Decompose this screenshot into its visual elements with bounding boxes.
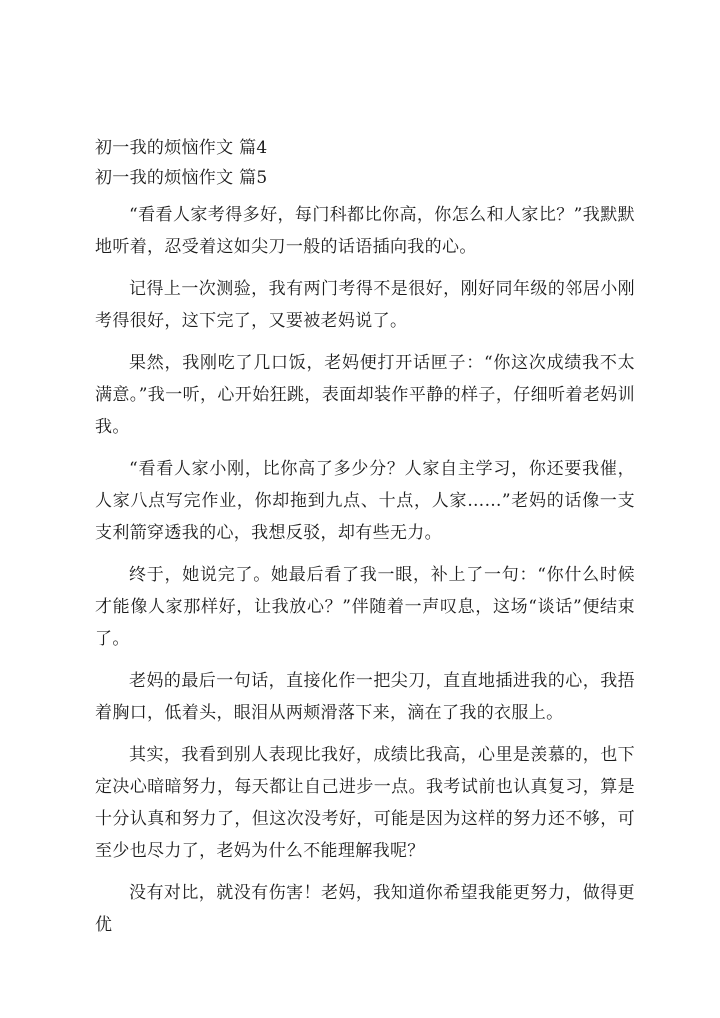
- paragraph-1: “看看人家考得多好，每门科都比你高，你怎么和人家比？”我默默地听着，忍受着这如尖刀一般的话语插向我的心。: [95, 205, 635, 257]
- paragraph-3: 果然，我刚吃了几口饭，老妈便打开话匣子：“你这次成绩我不太满意。”我一听，心开始狂跳，表面却装作平静的样子，仔细听着老妈训我。: [95, 353, 635, 437]
- section-heading-4: 初一我的烦恼作文 篇4: [95, 138, 268, 158]
- paragraph-8: 没有对比，就没有伤害！老妈，我知道你希望我能更努力，做得更优: [95, 883, 635, 935]
- document-body: [95, 133, 635, 941]
- paragraph-7: 其实，我看到别人表现比我好，成绩比我高，心里是羡慕的，也下定决心暗暗努力，每天都让自己进步一点。我考试前也认真复习，算是十分认真和努力了，但这次没考好，可能是因为这样的努力还不够，可至少也尽力了，老妈为什么不能理解我呢？: [95, 745, 635, 861]
- paragraph-4: “看看人家小刚，比你高了多少分？人家自主学习，你还要我催，人家八点写完作业，你却拖到九点、十点，人家……”老妈的话像一支支利箭穿透我的心，我想反驳，却有些无力。: [95, 459, 635, 543]
- paragraph-6: 老妈的最后一句话，直接化作一把尖刀，直直地插进我的心，我捂着胸口，低着头，眼泪从两颊滑落下来，滴在了我的衣服上。: [95, 671, 635, 723]
- paragraph-5: 终于，她说完了。她最后看了我一眼，补上了一句：“你什么时候才能像人家那样好，让我放心？”伴随着一声叹息，这场“谈话”便结束了。: [95, 565, 635, 649]
- paragraph-2: 记得上一次测验，我有两门考得不是很好，刚好同年级的邻居小刚考得很好，这下完了，又要被老妈说了。: [95, 279, 635, 331]
- section-heading-5: 初一我的烦恼作文 篇5: [95, 168, 268, 188]
